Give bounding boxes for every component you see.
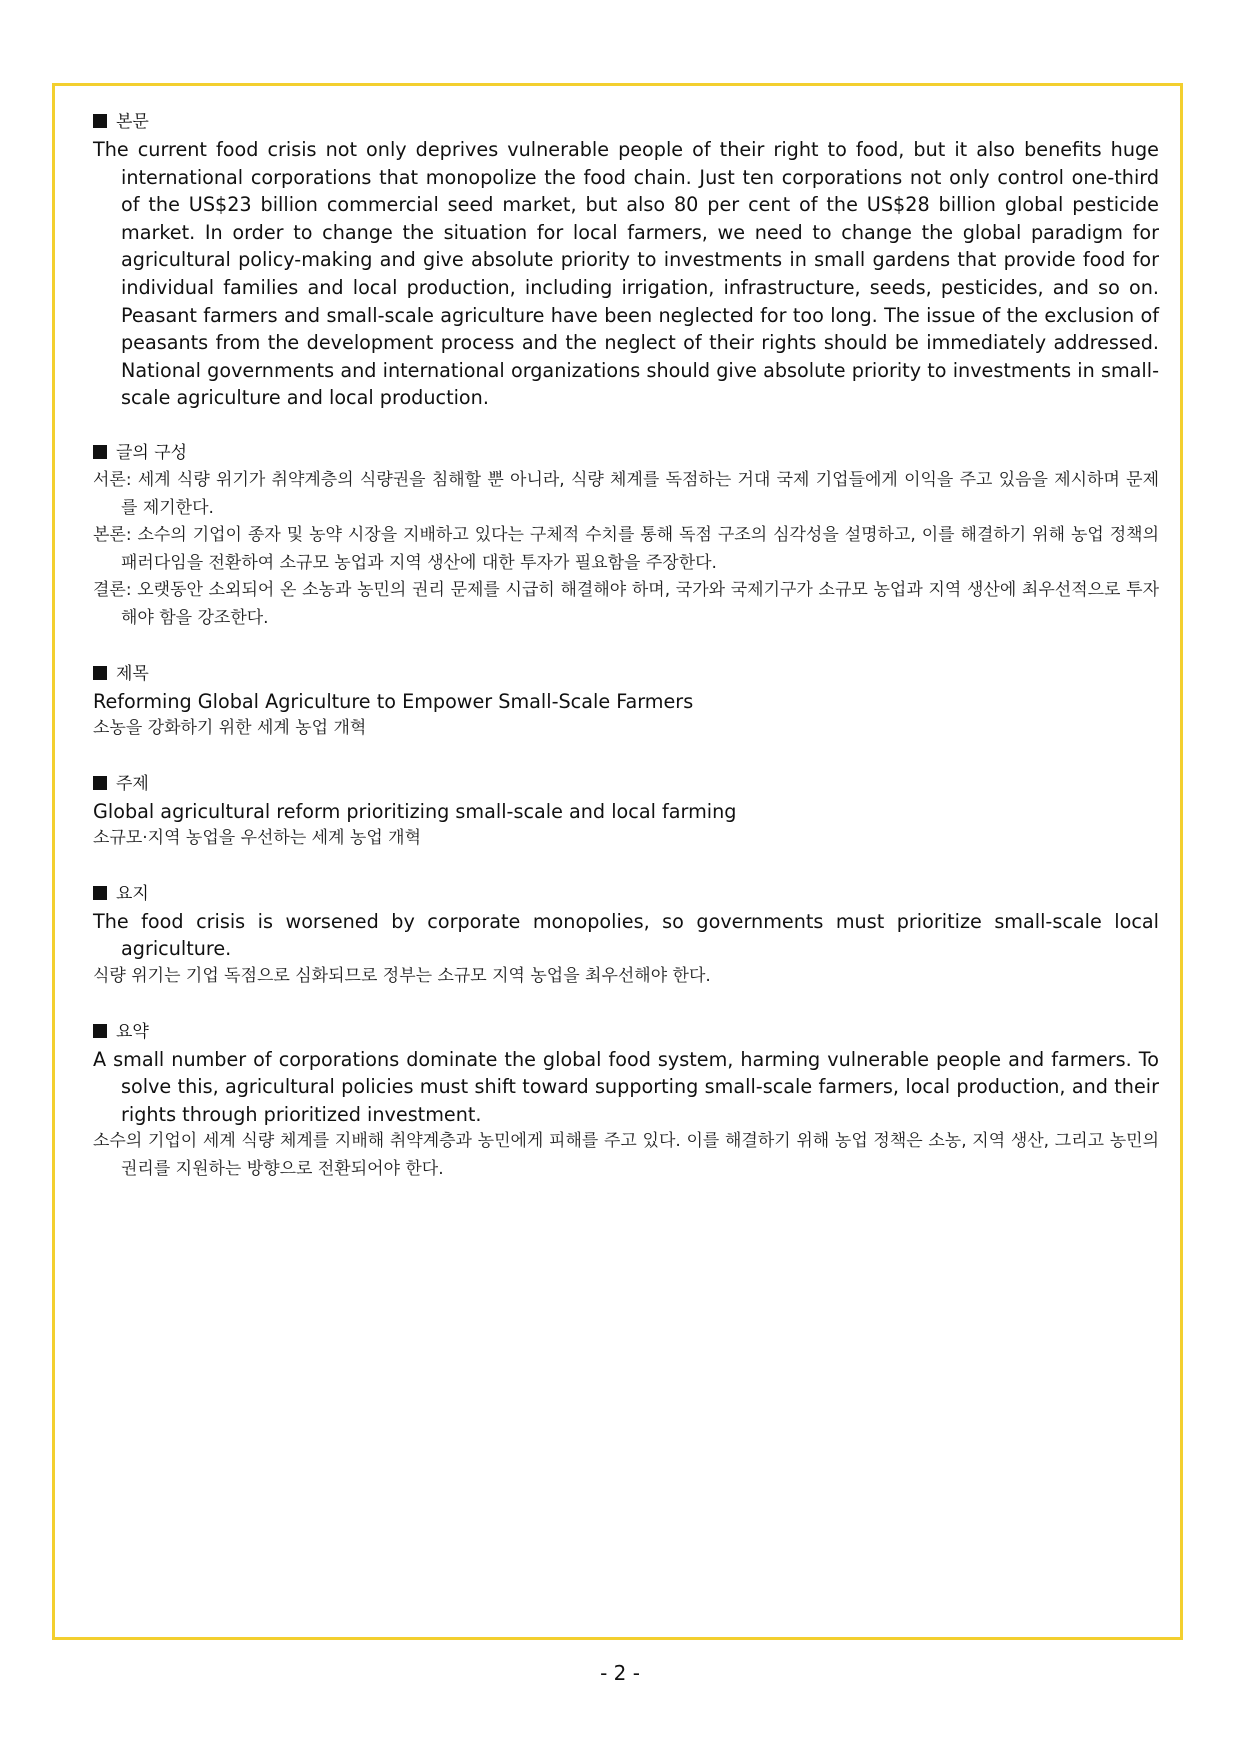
- square-bullet-icon: [93, 776, 107, 790]
- section-heading: 주제: [93, 770, 1159, 798]
- square-bullet-icon: [93, 666, 107, 680]
- section-heading: 요지: [93, 880, 1159, 908]
- square-bullet-icon: [93, 886, 107, 900]
- section-gist: [93, 880, 1159, 991]
- section-title: [93, 660, 1159, 743]
- section-heading: 요약: [93, 1018, 1159, 1046]
- square-bullet-icon: [93, 445, 107, 459]
- square-bullet-icon: [93, 1024, 107, 1038]
- summary-en: A small number of corporations dominate the global food system, harming vulnerable people and farmers. To solve this, agricultural policies must shift toward supporting small-scale farmers, local production, and their rights through prioritized investment.: [93, 1047, 1159, 1126]
- theme-ko: 소규모·지역 농업을 우선하는 세계 농업 개혁: [93, 828, 422, 849]
- title-en: Reforming Global Agriculture to Empower Small-Scale Farmers: [93, 689, 694, 713]
- structure-intro: 서론: 세계 식량 위기가 취약계층의 식량권을 침해할 뿐 아니라, 식량 체계를 독점하는 거대 국제 기업들에게 이익을 주고 있음을 제시하며 문제를 제기한다.: [93, 469, 1159, 518]
- theme-en: Global agricultural reform prioritizing small-scale and local farming: [93, 799, 737, 823]
- document-content: [93, 108, 1159, 1211]
- section-summary: [93, 1018, 1159, 1184]
- structure-main: 본론: 소수의 기업이 종자 및 농약 시장을 지배하고 있다는 구체적 수치를 통해 독점 구조의 심각성을 설명하고, 이를 해결하기 위해 농업 정책의 패러다임을 전환하여 소규모 농업과 지역 생산에 대한 투자가 필요함을 주장한다.: [93, 525, 1159, 573]
- square-bullet-icon: [93, 114, 107, 128]
- page-number: - 2 -: [600, 1661, 640, 1685]
- section-body: [93, 108, 1159, 412]
- section-heading: 제목: [93, 660, 1159, 688]
- section-theme: [93, 770, 1159, 853]
- section-heading: 글의 구성: [93, 439, 1159, 467]
- structure-conclusion: 결론: 오랫동안 소외되어 온 소농과 농민의 권리 문제를 시급히 해결해야 하며, 국가와 국제기구가 소규모 농업과 지역 생산에 최우선적으로 투자해야 함을 강조한다.: [93, 580, 1159, 628]
- section-structure: [93, 439, 1159, 633]
- body-text: The current food crisis not only deprives vulnerable people of their right to food, but it also benefits huge international corporations that monopolize the food chain. Just ten corporations not only control one-third of the US$23 billion commercial seed market, but also 80 per cent of the US$28 billion global pesticide market. In order to change the situation for local farmers, we need to change the global paradigm for agricultural policy-making and give absolute priority to investments in small gardens that provide food for individual families and local production, including irrigation, infrastructure, seeds, pesticides, and so on. Peasant farmers and small-scale agriculture have been neglected for too long. The issue of the exclusion of peasants from the development process and the neglect of their rights should be immediately addressed. National governments and international organizations should give absolute priority to investments in small-scale agriculture and local production.: [93, 138, 1159, 410]
- summary-ko: 소수의 기업이 세계 식량 체계를 지배해 취약계층과 농민에게 피해를 주고 있다. 이를 해결하기 위해 농업 정책은 소농, 지역 생산, 그리고 농민의 권리를 지원하는 방향으로 전환되어야 한다.: [93, 1131, 1159, 1180]
- gist-en: The food crisis is worsened by corporate monopolies, so governments must prioritize small-scale local agriculture.: [93, 909, 1159, 961]
- gist-ko: 식량 위기는 기업 독점으로 심화되므로 정부는 소규모 지역 농업을 최우선해야 한다.: [93, 966, 711, 987]
- section-heading: 본문: [93, 108, 1159, 136]
- title-ko: 소농을 강화하기 위한 세계 농업 개혁: [93, 718, 367, 739]
